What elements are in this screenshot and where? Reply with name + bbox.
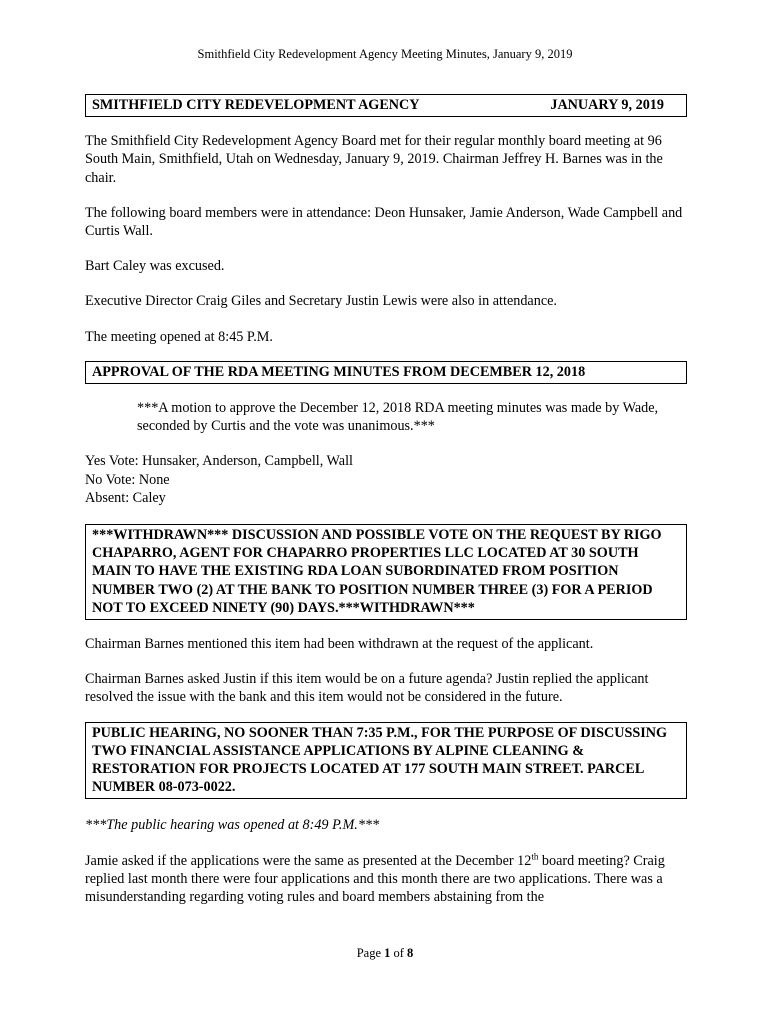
running-header: Smithfield City Redevelopment Agency Meeting Minutes, January 9, 2019 bbox=[197, 47, 573, 61]
applications-paragraph bbox=[85, 852, 687, 907]
intro-paragraph: The Smithfield City Redevelopment Agency Board met for their regular monthly board meeting at 96 South Main, Smithfield, Utah on Wednesday, January 9, 2019. Chairman Jeffrey H. Barnes was in the chair. bbox=[85, 133, 663, 186]
page-footer bbox=[0, 946, 770, 961]
motion-text: ***A motion to approve the December 12, 2018 RDA meeting minutes was made by Wade, seconded by Curtis and the vote was unanimous.*** bbox=[137, 400, 659, 435]
title-box bbox=[85, 94, 687, 117]
meeting-date: JANUARY 9, 2019 bbox=[550, 97, 664, 113]
section-heading-withdrawn: ***WITHDRAWN*** DISCUSSION AND POSSIBLE VOTE ON THE REQUEST BY RIGO CHAPARRO, AGENT FOR CHAPARRO PROPERTIES LLC LOCATED AT 30 SOUTH MAIN TO HAVE THE EXISTING RDA LOAN SUBORDINATED FROM POSITION NUMBER TWO (2) AT THE BANK TO POSITION NUMBER THREE (3) FOR A PERIOD NOT TO EXCEED NINETY (90) DAYS.***WITHDRAWN*** bbox=[85, 524, 687, 620]
absent-vote: Absent: Caley bbox=[85, 489, 166, 506]
page-total: 8 bbox=[407, 946, 414, 960]
yes-vote: Yes Vote: Hunsaker, Anderson, Campbell, Wall bbox=[85, 453, 353, 470]
of-word: of bbox=[390, 946, 408, 960]
agency-name: SMITHFIELD CITY REDEVELOPMENT AGENCY bbox=[92, 97, 420, 113]
page-word: Page bbox=[356, 946, 385, 960]
section-heading-approval: APPROVAL OF THE RDA MEETING MINUTES FROM DECEMBER 12, 2018 bbox=[85, 361, 687, 384]
future-agenda-paragraph: Chairman Barnes asked Justin if this item would be on a future agenda? Justin replied the applicant resolved the issue with the bank and this item would not be considered in the future. bbox=[85, 671, 649, 706]
no-vote: No Vote: None bbox=[85, 471, 170, 488]
meeting-opened: The meeting opened at 8:45 P.M. bbox=[85, 328, 273, 345]
staff-paragraph: Executive Director Craig Giles and Secretary Justin Lewis were also in attendance. bbox=[85, 293, 557, 310]
attendance-paragraph: The following board members were in attendance: Deon Hunsaker, Jamie Anderson, Wade Campbell and Curtis Wall. bbox=[85, 204, 683, 240]
applications-text-end: board meeting? Craig replied last month there were four applications and this month there are two applications. There was a misunderstanding regarding voting rules and board members abstaining from the bbox=[85, 852, 665, 906]
applications-text-start: Jamie asked if the applications were the same as presented at the December 12 bbox=[85, 852, 532, 869]
ordinal-suffix: th bbox=[531, 850, 539, 861]
section-heading-public-hearing: PUBLIC HEARING, NO SOONER THAN 7:35 P.M., FOR THE PURPOSE OF DISCUSSING TWO FINANCIAL ASSISTANCE APPLICATIONS BY ALPINE CLEANING & RESTORATION FOR PROJECTS LOCATED AT 177 SOUTH MAIN STREET. PARCEL NUMBER 08-073-0022. bbox=[85, 722, 687, 800]
page-number: 1 bbox=[384, 946, 391, 960]
withdrawn-paragraph: Chairman Barnes mentioned this item had been withdrawn at the request of the applicant. bbox=[85, 636, 594, 653]
hearing-opened: ***The public hearing was opened at 8:49 P.M.*** bbox=[85, 817, 380, 834]
document-body bbox=[85, 94, 687, 906]
excused-paragraph: Bart Caley was excused. bbox=[85, 258, 225, 275]
